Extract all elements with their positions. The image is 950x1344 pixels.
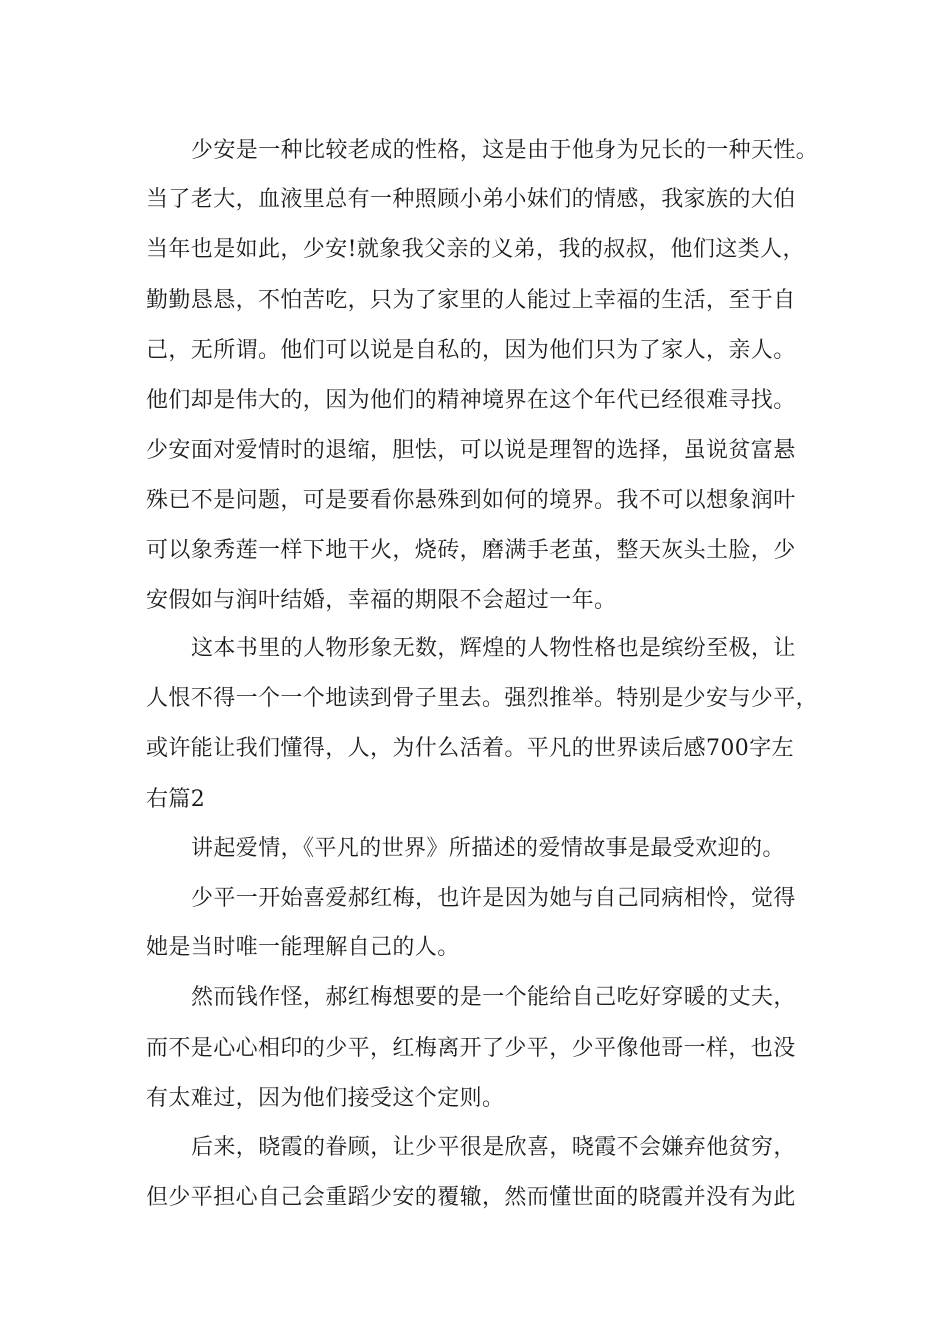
text-line: 当年也是如此，少安!就象我父亲的义弟，我的叔叔，他们这类人， xyxy=(146,237,805,262)
text-line: 她是当时唯一能理解自己的人。 xyxy=(146,935,460,960)
text-line: 有太难过，因为他们接受这个定则。 xyxy=(146,1086,505,1111)
text-line: 可以象秀莲一样下地干火，烧砖，磨满手老茧，整天灰头土脸，少 xyxy=(146,538,796,563)
text-line: 然而钱作怪，郝红梅想要的是一个能给自己吃好穿暖的丈夫， xyxy=(191,985,796,1010)
text-line: 而不是心心相印的少平，红梅离开了少平，少平像他哥一样，也没 xyxy=(146,1036,796,1061)
text-line: 这本书里的人物形象无数，辉煌的人物性格也是缤纷至极，让 xyxy=(191,636,796,661)
text-line: 少平一开始喜爱郝红梅，也许是因为她与自己同病相怜，觉得 xyxy=(191,886,796,911)
text-line: 少安面对爱情时的退缩，胆怯，可以说是理智的选择，虽说贫富悬 xyxy=(146,438,796,463)
text-line: 后来，晓霞的眷顾，让少平很是欣喜，晓霞不会嫌弃他贫穷， xyxy=(191,1135,796,1160)
text-line: 讲起爱情，《平凡的世界》所描述的爱情故事是最受欢迎的。 xyxy=(191,836,785,861)
text-line: 或许能让我们懂得，人，为什么活着。平凡的世界读后感700字左 xyxy=(146,736,794,761)
text-line: 殊已不是问题，可是要看你悬殊到如何的境界。我不可以想象润叶 xyxy=(146,488,796,513)
text-line: 他们却是伟大的，因为他们的精神境界在这个年代已经很难寻找。 xyxy=(146,388,796,413)
text-line: 少安是一种比较老成的性格，这是由于他身为兄长的一种天性。 xyxy=(191,138,819,163)
text-line: 当了老大，血液里总有一种照顾小弟小妹们的情感，我家族的大伯 xyxy=(146,187,796,212)
text-line: 勤勤恳恳，不怕苦吃，只为了家里的人能过上幸福的生活，至于自 xyxy=(146,288,796,313)
text-line: 右篇2 xyxy=(146,787,206,812)
text-line: 人恨不得一个一个地读到骨子里去。强烈推举。特别是少安与少平， xyxy=(146,686,819,711)
text-line: 己，无所谓。他们可以说是自私的，因为他们只为了家人，亲人。 xyxy=(146,338,796,363)
text-line: 但少平担心自己会重蹈少安的覆辙，然而懂世面的晓霞并没有为此 xyxy=(146,1185,796,1210)
text-line: 安假如与润叶结婚，幸福的期限不会超过一年。 xyxy=(146,588,617,613)
